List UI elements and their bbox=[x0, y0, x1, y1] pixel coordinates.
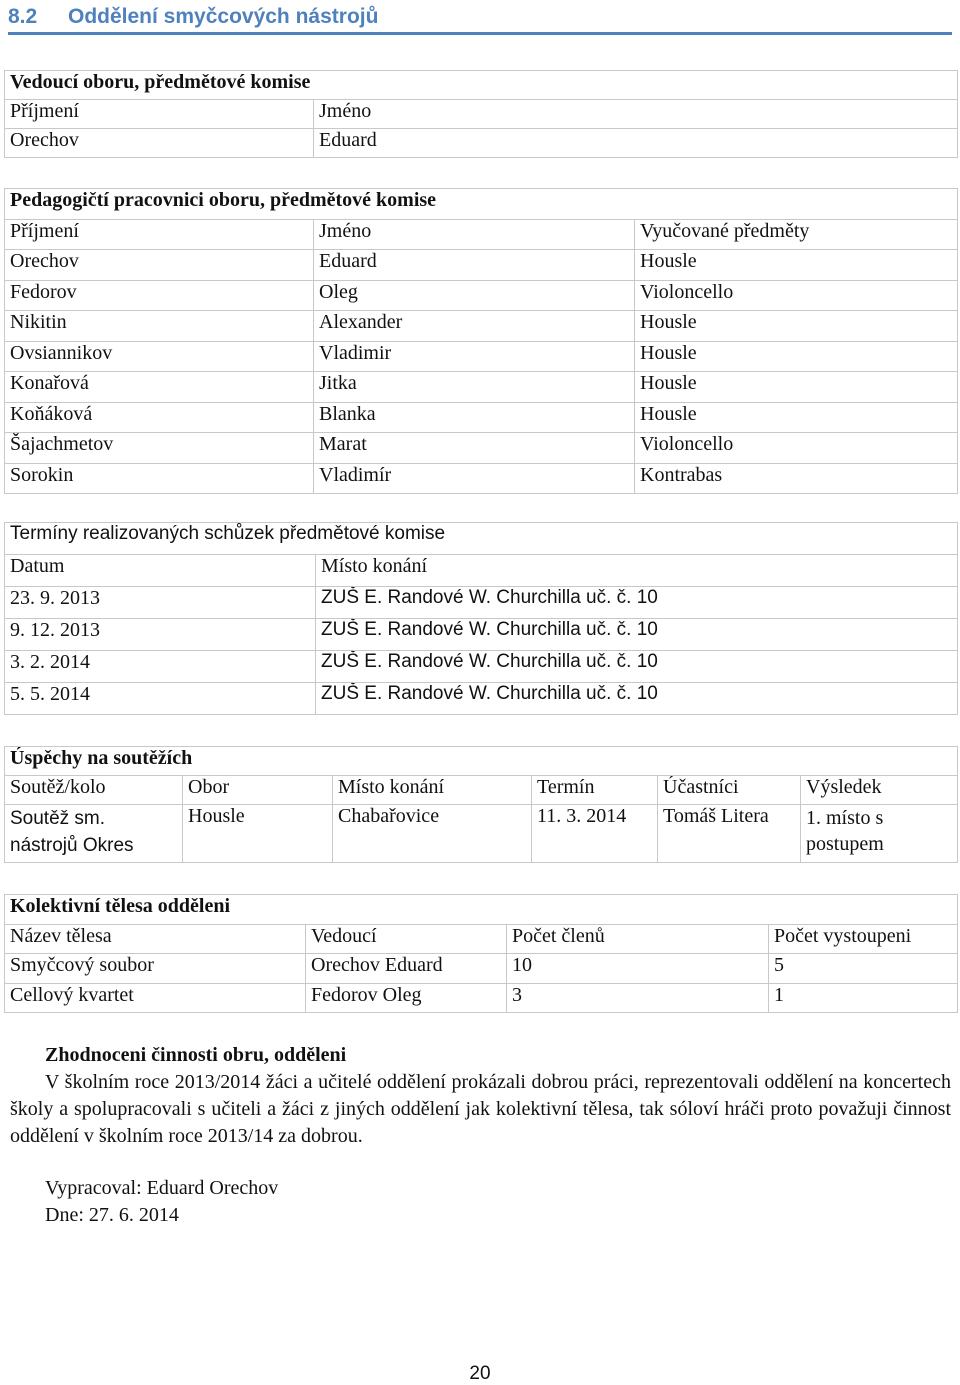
table-cell: Alexander bbox=[314, 311, 635, 342]
table-cell: 23. 9. 2013 bbox=[5, 587, 316, 619]
table-row bbox=[5, 619, 958, 651]
page-number: 20 bbox=[469, 1363, 491, 1384]
table-row bbox=[5, 129, 958, 158]
table-cell: Housle bbox=[635, 341, 958, 372]
column-header: Datum bbox=[5, 555, 316, 587]
table-cell: Orechov bbox=[5, 250, 314, 281]
table-header-row bbox=[5, 219, 958, 250]
table-row bbox=[5, 463, 958, 494]
table-cell: Ovsiannikov bbox=[5, 341, 314, 372]
signature-date: Dne: 27. 6. 2014 bbox=[45, 1204, 179, 1226]
table-caption: Termíny realizovaných schůzek předmětové komise bbox=[5, 523, 958, 555]
ensembles-table bbox=[4, 894, 958, 1013]
table-cell: Konařová bbox=[5, 372, 314, 403]
column-header: Příjmení bbox=[5, 219, 314, 250]
table-cell: Blanka bbox=[314, 402, 635, 433]
column-header: Jméno bbox=[314, 100, 958, 129]
head-teacher-table bbox=[4, 70, 958, 158]
table-header-row bbox=[5, 924, 958, 954]
table-cell: Oleg bbox=[314, 280, 635, 311]
table-cell: Soutěž sm. nástrojů Okres bbox=[5, 805, 183, 863]
section-heading bbox=[8, 2, 952, 35]
table-cell: 9. 12. 2013 bbox=[5, 619, 316, 651]
column-header: Místo konání bbox=[333, 776, 532, 805]
meetings-table bbox=[4, 522, 958, 715]
prepared-by: Vypracoval: Eduard Orechov bbox=[45, 1177, 279, 1199]
table-cell: Jitka bbox=[314, 372, 635, 403]
table-row bbox=[5, 683, 958, 715]
staff-table bbox=[4, 188, 958, 494]
table-cell: Tomáš Litera bbox=[658, 805, 801, 863]
table-cell: 3 bbox=[507, 983, 769, 1013]
table-row bbox=[5, 433, 958, 464]
table-row bbox=[5, 983, 958, 1013]
table-cell: Vladimír bbox=[314, 463, 635, 494]
table-row bbox=[5, 651, 958, 683]
table-cell: Nikitin bbox=[5, 311, 314, 342]
table-cell: Šajachmetov bbox=[5, 433, 314, 464]
competitions-table bbox=[4, 746, 958, 863]
table-row bbox=[5, 402, 958, 433]
evaluation-text: V školním roce 2013/2014 žáci a učitelé oddělení prokázali dobrou práci, reprezentovali oddělení na koncertech školy a spolupracovali s učiteli a žáci z jiných oddělení jak kolektivní tělesa, tak sóloví hráči proto považuji činnost oddělení v školním roce 2013/14 za dobrou. bbox=[10, 1071, 951, 1147]
table-row bbox=[5, 372, 958, 403]
table-cell: Orechov bbox=[5, 129, 314, 158]
table-header-row bbox=[5, 776, 958, 805]
column-header: Příjmení bbox=[5, 100, 314, 129]
table-cell: Violoncello bbox=[635, 280, 958, 311]
table-row bbox=[5, 250, 958, 281]
table-cell: 5. 5. 2014 bbox=[5, 683, 316, 715]
table-cell: ZUŠ E. Randové W. Churchilla uč. č. 10 bbox=[316, 587, 958, 619]
table-cell: 1. místo s postupem bbox=[801, 805, 958, 863]
column-header: Vyučované předměty bbox=[635, 219, 958, 250]
table-cell: 5 bbox=[769, 954, 958, 984]
table-row bbox=[5, 805, 958, 863]
table-row bbox=[5, 341, 958, 372]
table-caption: Úspěchy na soutěžích bbox=[5, 747, 958, 776]
table-cell: Koňáková bbox=[5, 402, 314, 433]
table-cell: 3. 2. 2014 bbox=[5, 651, 316, 683]
table-cell: Housle bbox=[635, 311, 958, 342]
column-header: Počet vystoupeni bbox=[769, 924, 958, 954]
column-header: Termín bbox=[532, 776, 658, 805]
table-caption: Vedoucí oboru, předmětové komise bbox=[5, 71, 958, 100]
table-cell: Eduard bbox=[314, 129, 958, 158]
table-header-row bbox=[5, 100, 958, 129]
table-cell: Housle bbox=[635, 250, 958, 281]
table-cell: Orechov Eduard bbox=[306, 954, 507, 984]
table-caption: Pedagogičtí pracovnici oboru, předmětové komise bbox=[5, 189, 958, 220]
table-cell: Fedorov bbox=[5, 280, 314, 311]
table-cell: Cellový kvartet bbox=[5, 983, 306, 1013]
table-header-row bbox=[5, 555, 958, 587]
table-cell: Housle bbox=[635, 372, 958, 403]
section-title: Oddělení smyčcových nástrojů bbox=[68, 5, 379, 28]
evaluation-heading: Zhodnoceni činnosti obru, odděleni bbox=[45, 1044, 347, 1066]
table-cell: Smyčcový soubor bbox=[5, 954, 306, 984]
table-caption: Kolektivní tělesa odděleni bbox=[5, 895, 958, 925]
table-cell: ZUŠ E. Randové W. Churchilla uč. č. 10 bbox=[316, 683, 958, 715]
section-number: 8.2 bbox=[8, 5, 38, 28]
column-header: Účastníci bbox=[658, 776, 801, 805]
evaluation-section bbox=[10, 1042, 951, 1150]
table-row bbox=[5, 311, 958, 342]
table-cell: 11. 3. 2014 bbox=[532, 805, 658, 863]
table-cell: Chabařovice bbox=[333, 805, 532, 863]
column-header: Obor bbox=[183, 776, 333, 805]
table-cell: Eduard bbox=[314, 250, 635, 281]
table-cell: Housle bbox=[183, 805, 333, 863]
column-header: Vedoucí bbox=[306, 924, 507, 954]
table-cell: Kontrabas bbox=[635, 463, 958, 494]
table-cell: ZUŠ E. Randové W. Churchilla uč. č. 10 bbox=[316, 651, 958, 683]
column-header: Název tělesa bbox=[5, 924, 306, 954]
column-header: Jméno bbox=[314, 219, 635, 250]
table-cell: Fedorov Oleg bbox=[306, 983, 507, 1013]
table-cell: Violoncello bbox=[635, 433, 958, 464]
table-cell: ZUŠ E. Randové W. Churchilla uč. č. 10 bbox=[316, 619, 958, 651]
table-row bbox=[5, 954, 958, 984]
column-header: Výsledek bbox=[801, 776, 958, 805]
table-cell: Marat bbox=[314, 433, 635, 464]
table-cell: Vladimir bbox=[314, 341, 635, 372]
table-cell: 1 bbox=[769, 983, 958, 1013]
table-cell: Sorokin bbox=[5, 463, 314, 494]
table-cell: 10 bbox=[507, 954, 769, 984]
table-row bbox=[5, 587, 958, 619]
column-header: Soutěž/kolo bbox=[5, 776, 183, 805]
column-header: Počet členů bbox=[507, 924, 769, 954]
table-row bbox=[5, 280, 958, 311]
column-header: Místo konání bbox=[316, 555, 958, 587]
table-cell: Housle bbox=[635, 402, 958, 433]
